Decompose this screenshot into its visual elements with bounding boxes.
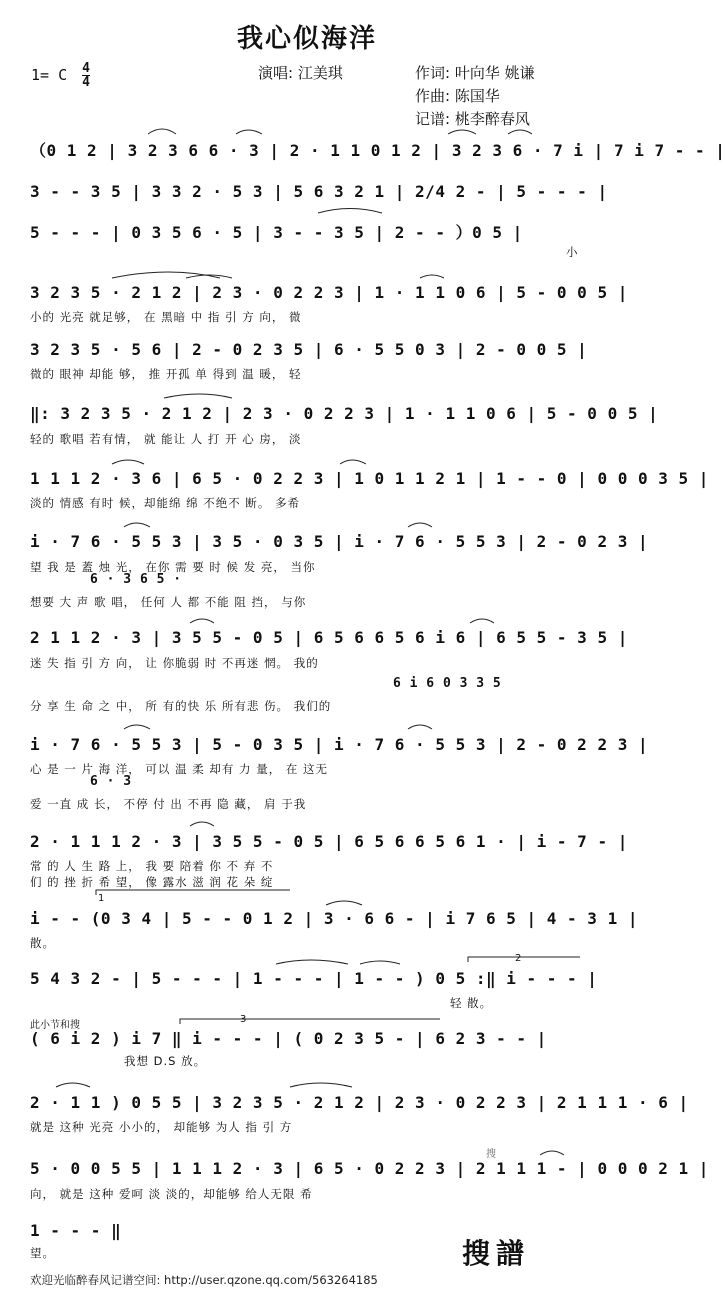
lyric-line-8a: 望 我 是 蓋 烛 光， 在你 需 要 时 候 发 亮， 当你: [30, 560, 316, 574]
slur: [164, 394, 232, 398]
score-line-9: 2 1 1 2 · 3 | 3 5 5 - 0 5 | 6 5 6 6 5 6 i 6 | 6 5 5 - 3 5 |: [30, 628, 628, 647]
volta-1-bracket: [96, 890, 290, 895]
score-line-16: 5 · 0 0 5 5 | 1 1 1 2 · 3 | 6 5 · 0 2 2 3 | 2 1 1 1 - | 0 0 0 2 1 |: [30, 1159, 709, 1178]
lyric-line-13: 轻 散。: [450, 996, 493, 1010]
score-line-13: 5 4 3 2 - | 5 - - - | 1 - - - | 1 - - ) 0 5 :‖ i - - - |: [30, 969, 598, 988]
slur: [340, 460, 366, 464]
slur: [124, 523, 150, 527]
lyric-line-17: 望。: [30, 1246, 55, 1260]
lyric-line-5: 微的 眼神 却能 够， 推 开孤 单 得到 温 暖， 轻: [30, 367, 302, 381]
slur: [448, 130, 476, 134]
lyric-line-6: 轻的 歌唱 若有情， 就 能让 人 打 开 心 房， 淡: [30, 432, 302, 446]
lyric-line-4: 小的 光亮 就足够， 在 黑暗 中 指 引 方 向， 微: [30, 310, 302, 324]
score-line-2: 3 - - 3 5 | 3 3 2 · 5 3 | 5 6 3 2 1 | 2/4 2 - | 5 - - - |: [30, 182, 608, 201]
alt-notes-8: 6 · 3 6 5 ·: [90, 572, 182, 587]
lyric-line-10b: 爱 一直 成 长， 不停 付 出 不再 隐 藏， 肩 于我: [30, 797, 307, 811]
lyric-line-7: 淡的 情感 有时 候，却能绵 绵 不绝不 断。 多希: [30, 496, 301, 510]
lyric-line-14: 我想 D.S 放。: [124, 1054, 207, 1068]
score-line-5: 3 2 3 5 · 5 6 | 2 - 0 2 3 5 | 6 · 5 5 0 3 | 2 - 0 0 5 |: [30, 340, 588, 359]
slur: [276, 960, 348, 964]
score-line-7: 1 1 1 2 · 3 6 | 6 5 · 0 2 2 3 | 1 0 1 1 2 1 | 1 - - 0 | 0 0 0 3 5 |: [30, 469, 709, 488]
slur: [360, 961, 400, 964]
slur: [540, 1151, 564, 1155]
slur: [508, 130, 532, 134]
alt-notes-10: 6 · 3: [90, 774, 132, 789]
measure-note: 此小节和搜: [30, 1020, 80, 1031]
volta-3-label: 3: [240, 1014, 247, 1025]
volta-1-label: 1: [98, 893, 105, 904]
slur: [56, 1083, 90, 1087]
volta-2-bracket: [468, 957, 580, 962]
composer-credit: 作曲: 陈国华: [415, 87, 500, 105]
lyricist-credit: 作词: 叶向华 姚谦: [415, 64, 535, 82]
slur: [112, 460, 144, 464]
time-top: 4: [82, 61, 90, 76]
slur: [124, 725, 150, 729]
lyric-line-11a: 常 的 人 生 路 上， 我 要 陪着 你 不 弃 不: [30, 859, 274, 873]
slur: [318, 209, 382, 214]
lyric-line-15: 就是 这种 光亮 小小的， 却能够 为人 指 引 方: [30, 1120, 293, 1134]
slur: [190, 822, 214, 826]
volta-2-label: 2: [515, 953, 522, 964]
time-bottom: 4: [82, 75, 90, 90]
transcriber-credit: 记谱: 桃李醉春风: [415, 110, 530, 128]
song-title: 我心似海洋: [236, 24, 377, 54]
alt-notes-9: 6 i 6 0 3 3 5: [393, 676, 502, 691]
singer-credit: 演唱: 江美琪: [258, 64, 343, 82]
slur: [186, 275, 232, 278]
score-line-14: ( 6 i 2 ) i 7 ‖ i - - - | ( 0 2 3 5 - | 6 2 3 - - |: [30, 1029, 547, 1048]
score-line-17: 1 - - - ‖: [30, 1221, 122, 1240]
lyric-line-3: 小: [566, 245, 579, 259]
score-line-4: 3 2 3 5 · 2 1 2 | 2 3 · 0 2 2 3 | 1 · 1 1 0 6 | 5 - 0 0 5 |: [30, 283, 628, 302]
lyric-line-9b: 分 享 生 命 之 中， 所 有的快 乐 所有悲 伤。 我们的: [30, 699, 332, 713]
slur: [470, 619, 494, 623]
slur: [326, 901, 362, 905]
score-line-12: i - - (0 3 4 | 5 - - 0 1 2 | 3 · 6 6 - | i 7 6 5 | 4 - 3 1 |: [30, 909, 638, 928]
score-line-15: 2 · 1 1 ) 0 5 5 | 3 2 3 5 · 2 1 2 | 2 3 · 0 2 2 3 | 2 1 1 1 · 6 |: [30, 1093, 689, 1112]
slur: [420, 275, 444, 278]
score-line-8: i · 7 6 · 5 5 3 | 3 5 · 0 3 5 | i · 7 6 · 5 5 3 | 2 - 0 2 3 |: [30, 532, 649, 551]
slur: [408, 523, 432, 527]
slur: [190, 619, 214, 623]
lyric-line-16: 向， 就是 这种 爱呵 淡 淡的，却能够 给人无限 希: [30, 1187, 313, 1201]
key-label: 1= C: [31, 66, 68, 84]
score-line-11: 2 · 1 1 1 2 · 3 | 3 5 5 - 0 5 | 6 5 6 6 5 6 1 · | i - 7 - |: [30, 832, 628, 851]
slur: [236, 130, 262, 134]
score-line-1: （0 1 2 | 3 2 3 6 6 · 3 | 2 · 1 1 0 1 2 | 3 2 3 6 · 7 i | 7 i 7 - - |: [30, 141, 725, 160]
site-logo: 搜譜: [462, 1237, 531, 1270]
slur: [290, 1083, 352, 1087]
volta-3-bracket: [180, 1019, 440, 1024]
score-line-10: i · 7 6 · 5 5 3 | 5 - 0 3 5 | i · 7 6 · 5 5 3 | 2 - 0 2 2 3 |: [30, 735, 649, 754]
footer-text: 欢迎光临醉春风记谱空间: http://user.qzone.qq.com/563264185: [30, 1273, 378, 1287]
lyric-line-8b: 想要 大 声 歌 唱， 任何 人 都 不能 阻 挡， 与你: [30, 595, 307, 609]
slur: [408, 725, 432, 729]
watermark-small: 搜: [486, 1149, 496, 1160]
lyric-line-9a: 迷 失 指 引 方 向， 让 你脆弱 时 不再迷 惘。 我的: [30, 656, 319, 670]
score-line-6: ‖: 3 2 3 5 · 2 1 2 | 2 3 · 0 2 2 3 | 1 · 1 1 0 6 | 5 - 0 0 5 |: [30, 404, 659, 423]
lyric-line-10a: 心 是 一 片 海 洋， 可以 温 柔 却有 力 量， 在 这无: [30, 762, 329, 776]
slur: [148, 129, 176, 134]
lyric-line-12: 散。: [30, 936, 55, 950]
score-line-3: 5 - - - | 0 3 5 6 · 5 | 3 - - 3 5 | 2 - - ）0 5 |: [30, 223, 523, 242]
lyric-line-11b: 们 的 挫 折 希 望， 像 露水 滋 润 花 朵 绽: [30, 875, 274, 889]
